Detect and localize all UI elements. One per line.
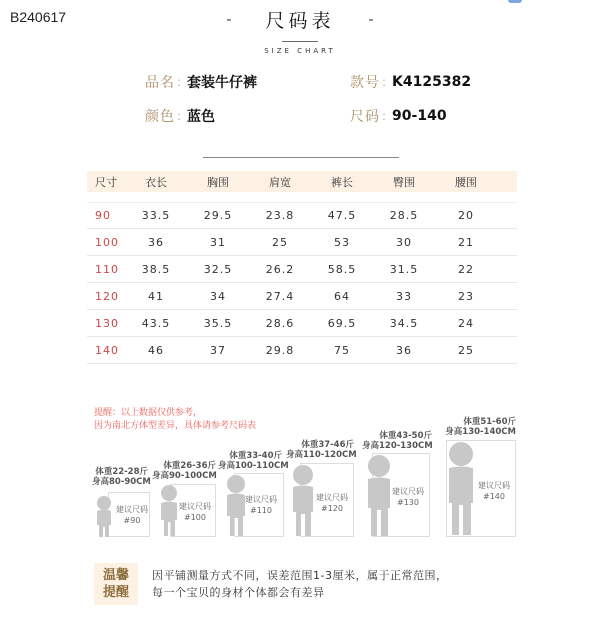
info-label: 品名 [145,75,175,91]
child-silhouette-icon [92,495,116,539]
table-row [87,337,517,364]
info-label: 尺码 [350,109,380,125]
info-separator: : [382,75,387,89]
reminder-text [152,567,447,601]
cell: 21 [458,235,474,249]
reminder-tag [94,563,138,605]
kid-120-label [286,440,357,460]
cell: 34 [210,289,226,303]
cell: 47.5 [327,209,357,222]
page-title: 尺码表 [265,10,335,32]
cell: 28.5 [389,209,419,222]
cell-size: 90 [95,209,111,222]
kid-height: 身高130-140CM [445,427,516,437]
cell: 75 [334,343,350,357]
kid-height: 身高90-100CM [152,471,217,481]
kid-weight: 体重43-50斤 [379,431,432,441]
cell: 46 [148,343,164,357]
title-dash-right: - [368,11,374,28]
header-pants-length: 裤长 [331,175,353,189]
reference-tip [94,407,256,433]
kid-rec-label: 建议尺码 [245,495,277,504]
cell: 22 [458,262,474,276]
table-header [87,171,517,192]
cell: 31 [210,235,226,249]
info-color [145,106,215,126]
info-size-range [350,106,447,126]
cell: 28.6 [265,316,295,330]
reminder-tag-line-1: 温馨 [102,568,129,583]
table-row [87,310,517,337]
cell: 23 [458,289,474,303]
cell: 24 [458,316,474,330]
cell: 37 [210,343,226,357]
cell: 36 [396,343,412,357]
table-row [87,202,517,229]
cell: 32.5 [203,262,233,276]
kid-height: 身高80-90CM [92,477,151,487]
table-row [87,256,517,283]
cell: 36 [148,235,164,249]
info-value: K4125382 [392,74,472,90]
info-separator: : [382,109,387,123]
reminder-tag-line-2: 提醒 [102,585,129,600]
header-waist: 腰围 [455,175,477,189]
chart-header [0,6,600,55]
cell: 25 [272,235,288,249]
kid-140-label [444,417,516,437]
cell: 33 [396,289,412,303]
kid-rec-size: #140 [483,492,505,501]
cell-size: 120 [95,289,119,303]
kid-rec-size: #90 [123,516,141,525]
reminder-text-line-2: 每一个宝贝的身材个体都会有差异 [152,586,325,599]
kid-weight: 体重33-40斤 [229,451,282,461]
title-underline [282,41,318,42]
kid-100-recommend [176,501,214,523]
header-hip: 臀围 [393,175,415,189]
kid-100-label [152,461,216,481]
kid-rec-label: 建议尺码 [316,493,348,502]
table-row [87,283,517,310]
kid-110-label [218,451,289,471]
kid-weight: 体重26-36斤 [163,461,216,471]
tip-line-1: 提醒：以上数据仅供参考， [94,408,203,418]
cell-size: 100 [95,235,119,249]
page-subtitle: SIZE CHART [264,47,336,55]
kid-90-recommend [114,504,150,526]
cell: 33.5 [141,209,171,222]
cell: 29.5 [203,209,233,222]
info-style-number [350,72,471,92]
kid-weight: 体重37-46斤 [301,440,354,450]
size-table [87,171,517,364]
kid-110-recommend [242,494,280,516]
header-top-length: 衣长 [145,175,167,189]
info-value: 套装牛仔裤 [187,75,258,91]
cell: 58.5 [327,262,357,276]
info-separator: : [177,75,182,89]
info-label: 款号 [350,75,380,91]
info-value: 90-140 [392,108,447,124]
header-shoulder: 肩宽 [269,175,291,189]
kid-130-label [362,431,432,451]
kid-rec-label: 建议尺码 [116,505,148,514]
corner-mark [508,0,522,3]
info-separator: : [177,109,182,123]
kid-140-recommend [474,480,514,502]
kid-height: 身高120-130CM [362,441,433,451]
kid-rec-label: 建议尺码 [179,502,211,511]
cell: 30 [396,235,412,249]
cell: 26.2 [265,262,295,276]
reminder-text-line-1: 因平铺测量方式不同，误差范围1-3厘米，属于正常范围， [152,569,448,582]
cell-size: 110 [95,262,119,276]
header-size: 尺寸 [95,175,117,189]
kid-rec-size: #120 [321,504,343,513]
table-row [87,229,517,256]
section-divider [203,157,399,158]
cell: 29.8 [265,343,295,357]
cell-size: 140 [95,343,119,357]
kid-rec-size: #100 [184,513,206,522]
kid-rec-size: #130 [397,498,419,507]
info-value: 蓝色 [187,109,216,125]
cell: 43.5 [141,316,171,330]
cell: 41 [148,289,164,303]
cell: 20 [458,209,474,222]
warm-reminder [94,563,447,605]
cell: 25 [458,343,474,357]
cell-size: 130 [95,316,119,330]
info-label: 颜色 [145,109,175,125]
kid-weight: 体重22-28斤 [95,467,148,477]
cell: 38.5 [141,262,171,276]
title-dash-left: - [226,11,232,28]
kid-height: 身高100-110CM [218,461,289,471]
kid-90-label [92,467,151,487]
product-code: B240617 [10,9,67,25]
cell: 34.5 [389,316,419,330]
cell: 23.8 [265,209,295,222]
kid-rec-label: 建议尺码 [478,481,510,490]
kid-130-recommend [388,486,428,508]
kid-weight: 体重51-60斤 [463,417,516,427]
cell: 64 [334,289,350,303]
tip-line-2: 因为南北方体型差异，具体请参考尺码表 [94,421,257,431]
kid-120-recommend [312,492,352,514]
cell: 27.4 [265,289,295,303]
header-chest: 胸围 [207,175,229,189]
info-product-name [145,72,257,92]
kid-rec-label: 建议尺码 [392,487,424,496]
cell: 53 [334,235,350,249]
cell: 69.5 [327,316,357,330]
kid-rec-size: #110 [250,506,272,515]
cell: 31.5 [389,262,419,276]
kid-height: 身高110-120CM [286,450,357,460]
cell: 35.5 [203,316,233,330]
